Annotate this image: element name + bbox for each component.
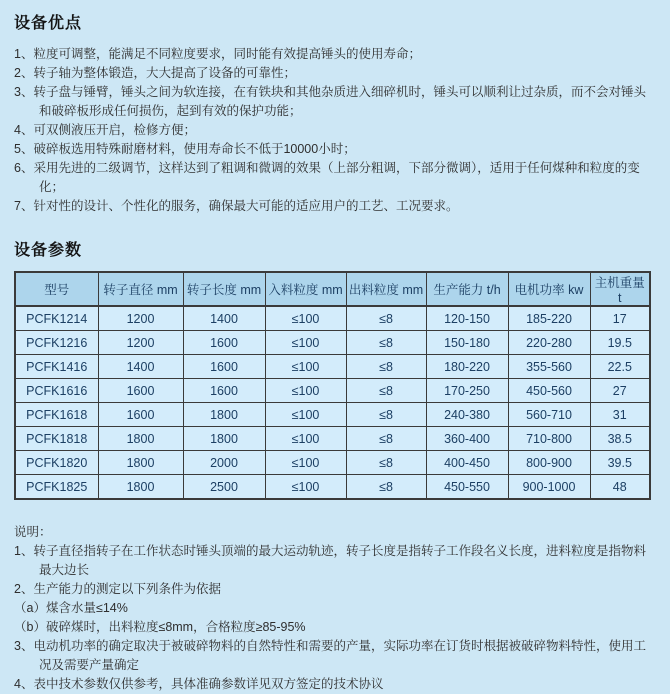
- table-cell: 1800: [183, 427, 265, 451]
- table-header-row: [15, 272, 650, 306]
- table-header-cell: 转子直径 mm: [98, 272, 183, 306]
- table-cell: 1600: [98, 403, 183, 427]
- table-cell: PCFK1818: [15, 427, 98, 451]
- table-cell: 31: [590, 403, 650, 427]
- table-cell: 48: [590, 475, 650, 500]
- table-cell: 120-150: [426, 306, 508, 331]
- table-cell: 180-220: [426, 355, 508, 379]
- table-cell: ≤8: [346, 475, 426, 500]
- table-cell: ≤100: [265, 331, 346, 355]
- table-cell: PCFK1820: [15, 451, 98, 475]
- table-cell: 17: [590, 306, 650, 331]
- table-cell: PCFK1616: [15, 379, 98, 403]
- table-body: [15, 306, 650, 499]
- table-cell: 170-250: [426, 379, 508, 403]
- table-cell: PCFK1416: [15, 355, 98, 379]
- table-cell: 1800: [98, 427, 183, 451]
- note-item: （a）煤含水量≤14%: [14, 601, 128, 615]
- advantages-list: [14, 45, 654, 216]
- table-header-cell: 型号: [15, 272, 98, 306]
- table-cell: 1400: [183, 306, 265, 331]
- table-cell: 1400: [98, 355, 183, 379]
- note-item: （b）破碎煤时，出料粒度≤8mm，合格粒度≥85-95%: [14, 620, 306, 634]
- table-cell: ≤100: [265, 379, 346, 403]
- table-cell: 27: [590, 379, 650, 403]
- table-cell: PCFK1214: [15, 306, 98, 331]
- notes-title: 说明：: [14, 525, 52, 539]
- table-row: [15, 306, 650, 331]
- table-cell: 19.5: [590, 331, 650, 355]
- table-cell: ≤8: [346, 306, 426, 331]
- table-cell: 1200: [98, 331, 183, 355]
- table-cell: ≤100: [265, 451, 346, 475]
- table-cell: ≤100: [265, 427, 346, 451]
- table-cell: 1800: [183, 403, 265, 427]
- table-header-cell: 主机重量 t: [590, 272, 650, 306]
- table-cell: 800-900: [508, 451, 590, 475]
- advantage-item: 5、破碎板选用特殊耐磨材料，使用寿命长不低于10000小时；: [14, 142, 356, 156]
- table-cell: PCFK1618: [15, 403, 98, 427]
- table-cell: 39.5: [590, 451, 650, 475]
- advantages-title: 设备优点: [14, 15, 83, 32]
- table-cell: 1600: [183, 355, 265, 379]
- table-cell: 2500: [183, 475, 265, 500]
- table-cell: 240-380: [426, 403, 508, 427]
- parameters-title: 设备参数: [14, 242, 83, 259]
- table-cell: 185-220: [508, 306, 590, 331]
- table-cell: 1600: [98, 379, 183, 403]
- table-row: [15, 403, 650, 427]
- table-row: [15, 451, 650, 475]
- table-cell: ≤8: [346, 355, 426, 379]
- advantage-item: 4、可双侧液压开启，检修方便；: [14, 123, 196, 137]
- table-cell: 900-1000: [508, 475, 590, 500]
- table-cell: ≤8: [346, 331, 426, 355]
- table-cell: 2000: [183, 451, 265, 475]
- table-cell: 220-280: [508, 331, 590, 355]
- table-cell: 1800: [98, 451, 183, 475]
- table-cell: ≤8: [346, 427, 426, 451]
- notes-list: [14, 542, 654, 694]
- advantage-item: 1、粒度可调整，能满足不同粒度要求，同时能有效提高锤头的使用寿命；: [14, 47, 421, 61]
- note-item: 4、表中技术参数仅供参考，具体准确参数详见双方签定的技术协议: [14, 677, 384, 691]
- table-cell: 560-710: [508, 403, 590, 427]
- table-row: [15, 379, 650, 403]
- table-row: [15, 331, 650, 355]
- table-cell: ≤8: [346, 403, 426, 427]
- table-cell: 1200: [98, 306, 183, 331]
- table-header-cell: 出料粒度 mm: [346, 272, 426, 306]
- table-cell: 450-550: [426, 475, 508, 500]
- table-row: [15, 475, 650, 500]
- table-cell: 1800: [98, 475, 183, 500]
- table-cell: 710-800: [508, 427, 590, 451]
- table-cell: 400-450: [426, 451, 508, 475]
- table-cell: 355-560: [508, 355, 590, 379]
- note-item: 2、生产能力的测定以下列条件为依据: [14, 582, 221, 596]
- advantage-item: 6、采用先进的二级调节，这样达到了粗调和微调的效果（上部分粗调，下部分微调），适用于任何煤种和粒度的变化；: [14, 161, 640, 194]
- note-item: 1、转子直径指转子在工作状态时锤头顶端的最大运动轨迹，转子长度是指转子工作段名义长度，进料粒度是指物料最大边长: [14, 544, 646, 577]
- table-header-cell: 电机功率 kw: [508, 272, 590, 306]
- table-cell: 150-180: [426, 331, 508, 355]
- table-cell: 450-560: [508, 379, 590, 403]
- note-item: 3、电动机功率的确定取决于被破碎物料的自然特性和需要的产量，实际功率在订货时根据被破碎物料特性，使用工况及需要产量确定: [14, 639, 646, 672]
- table-cell: ≤100: [265, 475, 346, 500]
- table-cell: 1600: [183, 379, 265, 403]
- table-header-cell: 转子长度 mm: [183, 272, 265, 306]
- parameters-table: [14, 271, 651, 500]
- table-header-cell: 入料粒度 mm: [265, 272, 346, 306]
- table-cell: 1600: [183, 331, 265, 355]
- table-cell: ≤100: [265, 355, 346, 379]
- advantage-item: 7、针对性的设计、个性化的服务，确保最大可能的适应用户的工艺、工况要求。: [14, 199, 459, 213]
- table-row: [15, 355, 650, 379]
- table-cell: PCFK1825: [15, 475, 98, 500]
- table-cell: ≤100: [265, 306, 346, 331]
- table-cell: PCFK1216: [15, 331, 98, 355]
- table-header-cell: 生产能力 t/h: [426, 272, 508, 306]
- table-row: [15, 427, 650, 451]
- advantage-item: 2、转子轴为整体锻造，大大提高了设备的可靠性；: [14, 66, 296, 80]
- table-cell: 22.5: [590, 355, 650, 379]
- table-cell: ≤100: [265, 403, 346, 427]
- table-cell: 38.5: [590, 427, 650, 451]
- table-cell: ≤8: [346, 379, 426, 403]
- table-cell: ≤8: [346, 451, 426, 475]
- advantage-item: 3、转子盘与锤臂，锤头之间为软连接，在有铁块和其他杂质进入细碎机时，锤头可以顺利让过杂质，而不会对锤头和破碎板形成任何损伤，起到有效的保护功能；: [14, 85, 646, 118]
- table-cell: 360-400: [426, 427, 508, 451]
- notes-section: [14, 523, 654, 694]
